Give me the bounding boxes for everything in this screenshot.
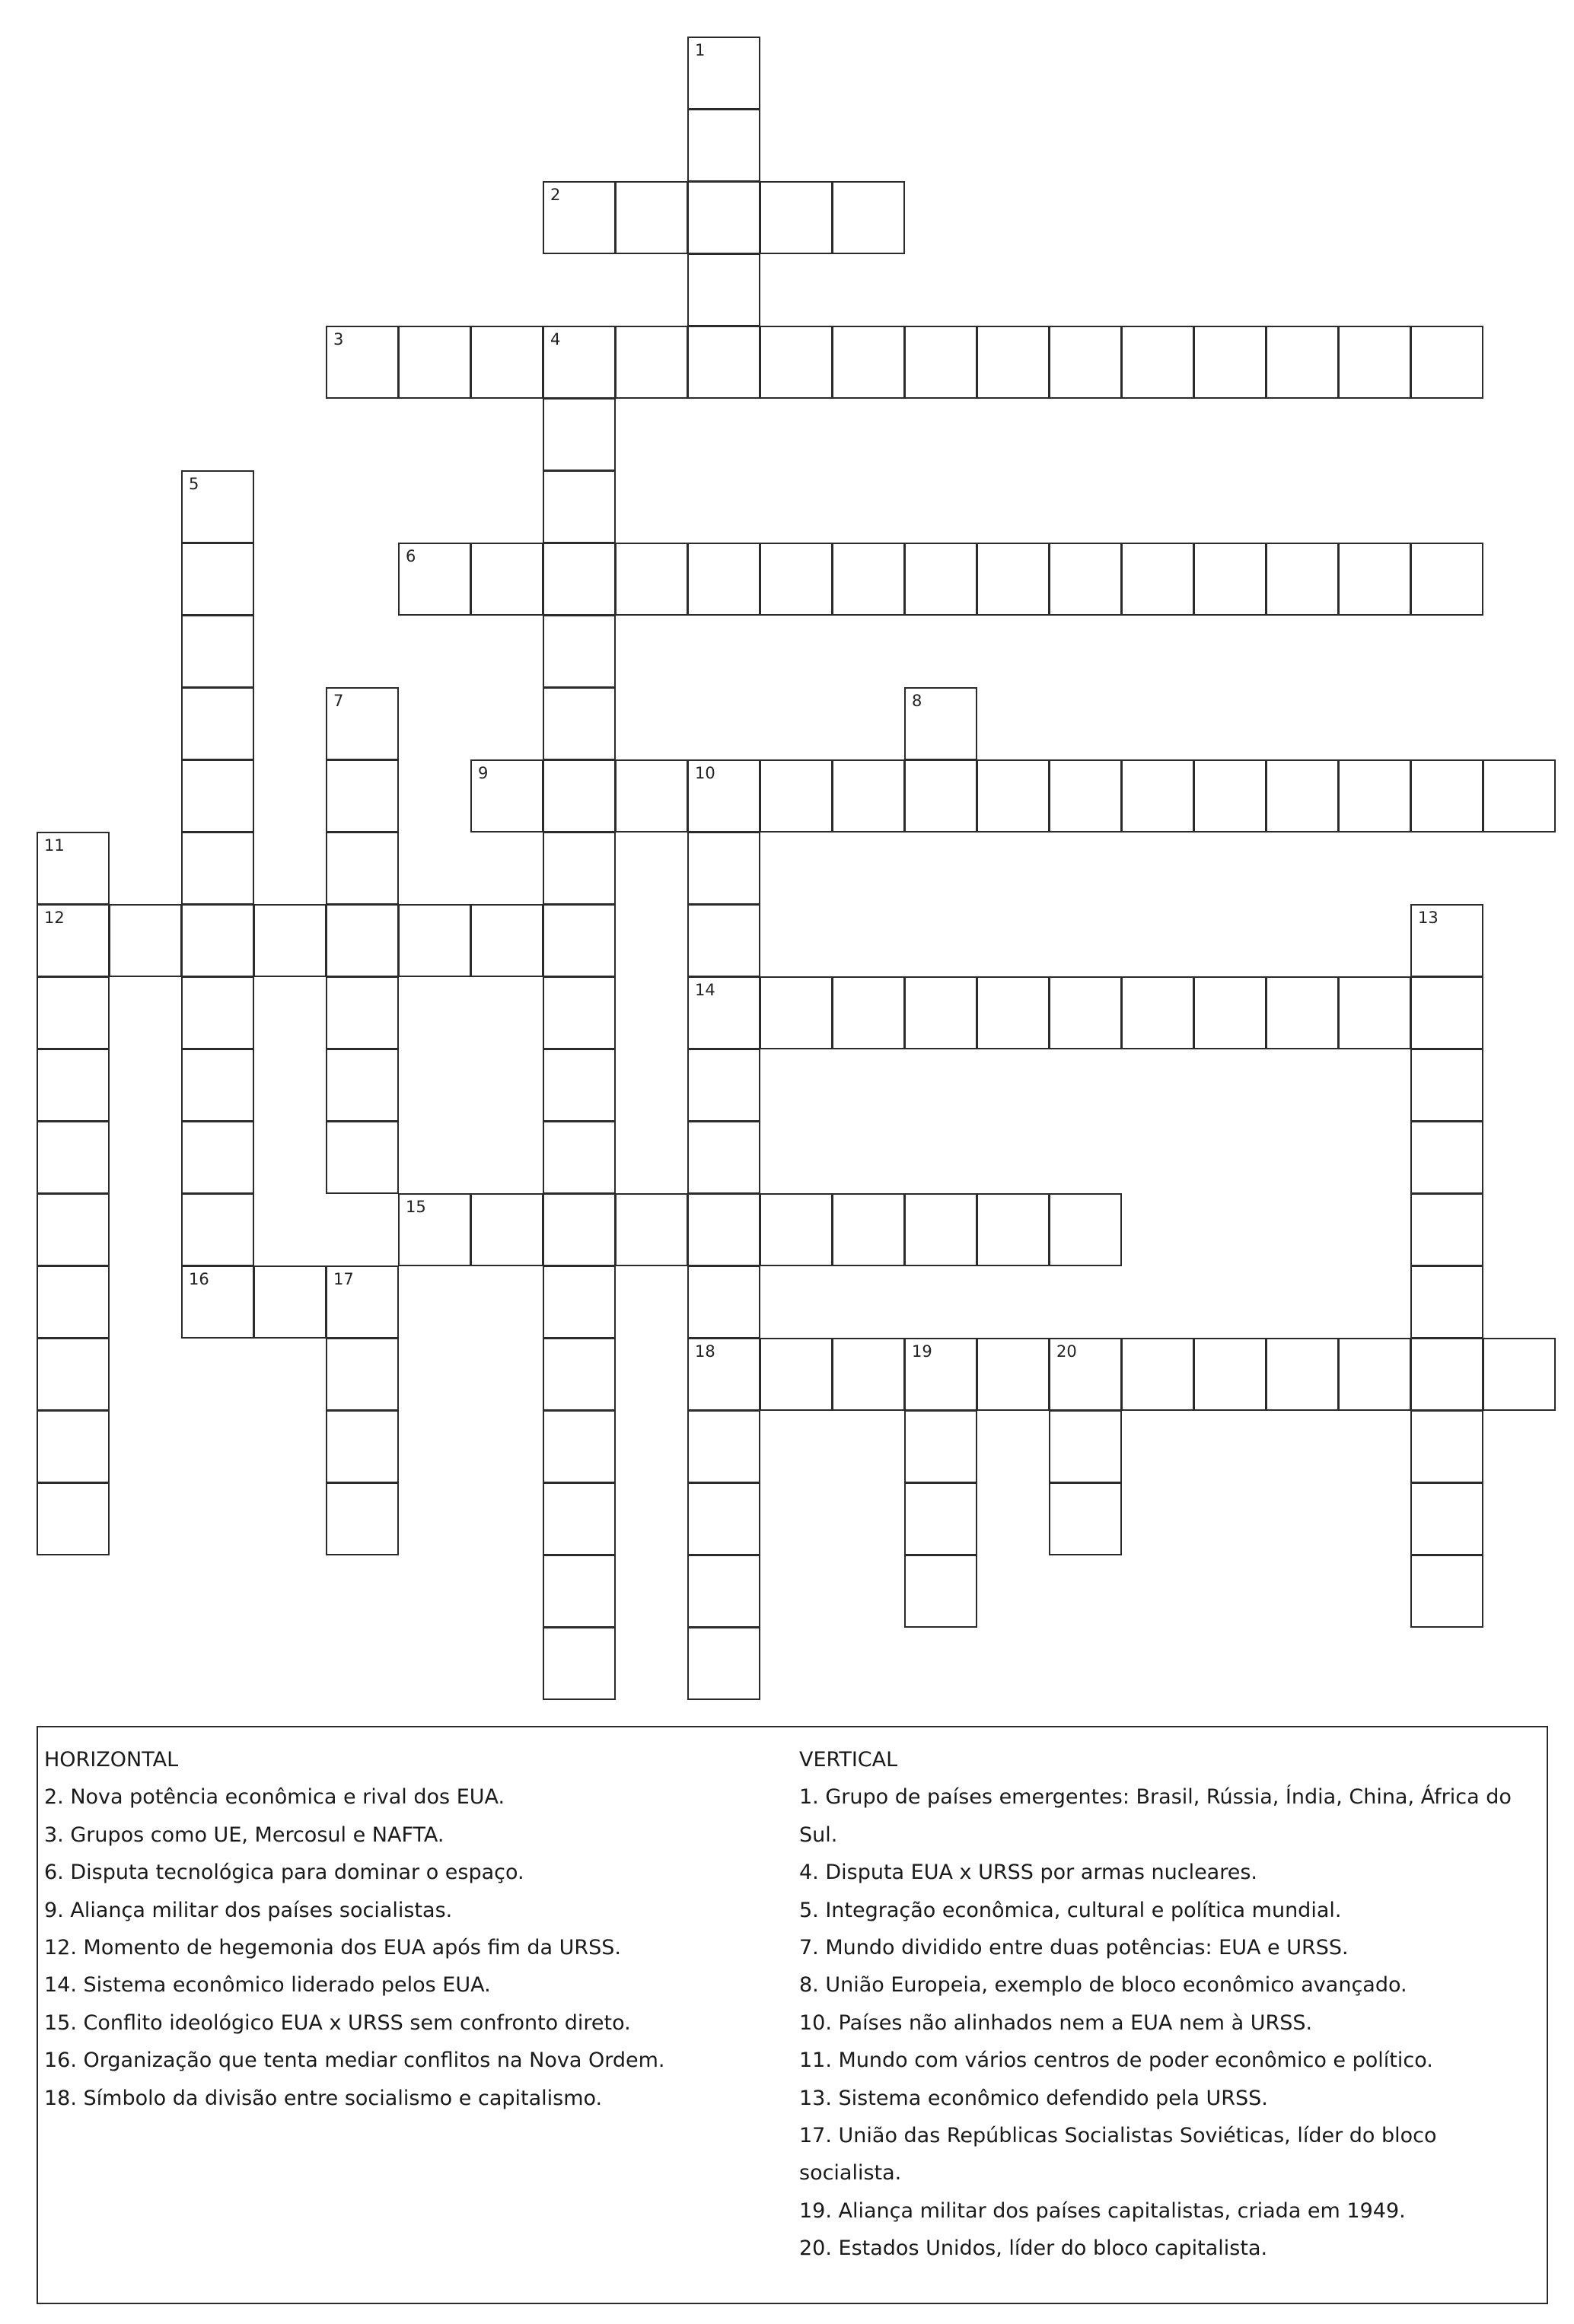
grid-cell[interactable]	[687, 109, 760, 182]
across-clue: 14. Sistema econômico liderado pelos EUA.	[44, 1973, 491, 1998]
grid-cell[interactable]	[615, 543, 688, 616]
clue-number: 19	[912, 1342, 932, 1361]
grid-cell[interactable]	[687, 253, 760, 326]
grid-cell[interactable]	[1410, 759, 1483, 833]
grid-cell[interactable]	[687, 1482, 760, 1555]
across-clue: 2. Nova potência econômica e rival dos EUA.	[44, 1785, 505, 1810]
clues-panel	[37, 1726, 1548, 2304]
grid-cell[interactable]	[615, 1193, 688, 1266]
grid-cell[interactable]	[326, 759, 399, 833]
grid-cell[interactable]	[1410, 904, 1483, 977]
clue-number: 10	[695, 764, 715, 782]
grid-cell[interactable]	[1049, 1482, 1122, 1555]
grid-cell[interactable]	[1121, 976, 1194, 1049]
grid-cell[interactable]	[1049, 976, 1122, 1049]
grid-cell[interactable]	[977, 326, 1050, 399]
grid-cell[interactable]	[832, 1193, 905, 1266]
grid-cell[interactable]	[543, 398, 616, 471]
across-clue: 18. Símbolo da divisão entre socialismo e capitalismo.	[44, 2086, 603, 2110]
grid-cell[interactable]	[1266, 976, 1339, 1049]
grid-cell[interactable]	[1410, 1555, 1483, 1628]
down-clue: 5. Integração econômica, cultural e política mundial.	[799, 1898, 1342, 1922]
grid-cell[interactable]	[1410, 543, 1483, 616]
grid-cell[interactable]	[398, 543, 471, 616]
grid-cell[interactable]	[326, 1410, 399, 1483]
grid-cell[interactable]	[760, 1338, 833, 1411]
grid-cell[interactable]	[109, 904, 182, 977]
down-clue: 1. Grupo de países emergentes: Brasil, Rússia, Índia, China, África do Sul.	[799, 1785, 1512, 1847]
grid-cell[interactable]	[543, 326, 616, 399]
down-clue: 11. Mundo com vários centros de poder econômico e político.	[799, 2049, 1433, 2073]
grid-cell[interactable]	[37, 1410, 110, 1483]
clue-number: 1	[695, 41, 706, 59]
grid-cell[interactable]	[181, 1265, 254, 1339]
grid-cell[interactable]	[181, 615, 254, 688]
across-clue: 15. Conflito ideológico EUA x URSS sem confronto direto.	[44, 2010, 631, 2035]
grid-cell[interactable]	[1193, 326, 1267, 399]
down-clue: 19. Aliança militar dos países capitalistas, criada em 1949.	[799, 2198, 1406, 2223]
grid-cell[interactable]	[1121, 1338, 1194, 1411]
down-clues-column	[799, 1741, 1537, 2268]
grid-cell[interactable]	[687, 181, 760, 254]
grid-cell[interactable]	[326, 687, 399, 760]
down-clue: 17. União das Repúblicas Socialistas Soviéticas, líder do bloco socialista.	[799, 2124, 1437, 2186]
clue-number: 15	[406, 1198, 426, 1216]
grid-cell[interactable]	[1410, 1121, 1483, 1194]
grid-cell[interactable]	[1338, 326, 1411, 399]
grid-cell[interactable]	[687, 904, 760, 977]
grid-cell[interactable]	[181, 759, 254, 833]
clue-number: 2	[550, 186, 561, 204]
grid-cell[interactable]	[37, 976, 110, 1049]
clue-number: 3	[333, 330, 344, 349]
grid-cell[interactable]	[543, 181, 616, 254]
grid-cell[interactable]	[543, 615, 616, 688]
grid-cell[interactable]	[687, 1193, 760, 1266]
grid-cell[interactable]	[687, 759, 760, 833]
grid-cell[interactable]	[1049, 326, 1122, 399]
down-clue: 8. União Europeia, exemplo de bloco econômico avançado.	[799, 1973, 1407, 1998]
grid-cell[interactable]	[832, 181, 905, 254]
grid-cell[interactable]	[543, 904, 616, 977]
clue-number: 16	[189, 1270, 209, 1288]
grid-cell[interactable]	[1483, 759, 1556, 833]
grid-cell[interactable]	[543, 1482, 616, 1555]
grid-cell[interactable]	[1410, 1482, 1483, 1555]
grid-cell[interactable]	[904, 1482, 977, 1555]
grid-cell[interactable]	[181, 904, 254, 977]
grid-cell[interactable]	[398, 326, 471, 399]
grid-cell[interactable]	[1338, 1338, 1411, 1411]
grid-cell[interactable]	[760, 543, 833, 616]
grid-cell[interactable]	[760, 976, 833, 1049]
clue-number: 11	[44, 836, 65, 855]
across-clue: 9. Aliança militar dos países socialistas.	[44, 1898, 453, 1922]
grid-cell[interactable]	[543, 687, 616, 760]
grid-cell[interactable]	[1193, 543, 1267, 616]
grid-cell[interactable]	[1049, 759, 1122, 833]
grid-cell[interactable]	[832, 326, 905, 399]
grid-cell[interactable]	[1338, 759, 1411, 833]
grid-cell[interactable]	[37, 1338, 110, 1411]
grid-cell[interactable]	[1410, 1338, 1483, 1411]
across-clues-column	[44, 1741, 790, 2117]
clue-number: 20	[1056, 1342, 1077, 1361]
grid-cell[interactable]	[543, 1121, 616, 1194]
grid-cell[interactable]	[1193, 976, 1267, 1049]
clue-number: 6	[406, 547, 416, 565]
grid-cell[interactable]	[687, 1049, 760, 1122]
grid-cell[interactable]	[543, 1338, 616, 1411]
grid-cell[interactable]	[37, 1121, 110, 1194]
clue-number: 12	[44, 909, 65, 927]
grid-cell[interactable]	[1483, 1338, 1556, 1411]
grid-cell[interactable]	[543, 1555, 616, 1628]
grid-cell[interactable]	[543, 759, 616, 833]
grid-cell[interactable]	[1338, 976, 1411, 1049]
down-clue: 7. Mundo dividido entre duas potências: EUA e URSS.	[799, 1936, 1349, 1960]
grid-cell[interactable]	[760, 759, 833, 833]
grid-cell[interactable]	[1121, 543, 1194, 616]
grid-cell[interactable]	[687, 832, 760, 905]
grid-cell[interactable]	[543, 1193, 616, 1266]
across-clue: 6. Disputa tecnológica para dominar o espaço.	[44, 1861, 524, 1885]
clue-number: 14	[695, 981, 715, 999]
grid-cell[interactable]	[832, 543, 905, 616]
grid-cell[interactable]	[760, 326, 833, 399]
clue-number: 5	[189, 475, 199, 493]
grid-cell[interactable]	[1266, 1338, 1339, 1411]
grid-cell[interactable]	[1410, 1049, 1483, 1122]
grid-cell[interactable]	[37, 832, 110, 905]
grid-cell[interactable]	[181, 543, 254, 616]
grid-cell[interactable]	[832, 976, 905, 1049]
grid-cell[interactable]	[687, 1627, 760, 1700]
grid-cell[interactable]	[904, 1193, 977, 1266]
grid-cell[interactable]	[1121, 759, 1194, 833]
grid-cell[interactable]	[1049, 1193, 1122, 1266]
grid-cell[interactable]	[687, 1338, 760, 1411]
grid-cell[interactable]	[470, 1193, 543, 1266]
clue-number: 4	[550, 330, 561, 349]
grid-cell[interactable]	[253, 904, 327, 977]
grid-cell[interactable]	[543, 470, 616, 543]
clue-number: 9	[478, 764, 489, 782]
grid-cell[interactable]	[326, 904, 399, 977]
grid-cell[interactable]	[543, 1627, 616, 1700]
grid-cell[interactable]	[1266, 759, 1339, 833]
grid-cell[interactable]	[470, 904, 543, 977]
grid-cell[interactable]	[615, 759, 688, 833]
grid-cell[interactable]	[760, 1193, 833, 1266]
grid-cell[interactable]	[181, 1049, 254, 1122]
grid-cell[interactable]	[1121, 326, 1194, 399]
grid-cell[interactable]	[543, 1049, 616, 1122]
across-clue: 3. Grupos como UE, Mercosul e NAFTA.	[44, 1823, 444, 1847]
grid-cell[interactable]	[1410, 1193, 1483, 1266]
grid-cell[interactable]	[1193, 759, 1267, 833]
grid-cell[interactable]	[615, 181, 688, 254]
grid-cell[interactable]	[37, 1193, 110, 1266]
grid-cell[interactable]	[1049, 1338, 1122, 1411]
grid-cell[interactable]	[760, 181, 833, 254]
grid-cell[interactable]	[326, 1121, 399, 1194]
down-clue: 20. Estados Unidos, líder do bloco capitalista.	[799, 2236, 1268, 2261]
grid-cell[interactable]	[977, 543, 1050, 616]
clue-number: 17	[333, 1270, 354, 1288]
grid-cell[interactable]	[904, 326, 977, 399]
grid-cell[interactable]	[1410, 326, 1483, 399]
grid-cell[interactable]	[1193, 1338, 1267, 1411]
grid-cell[interactable]	[977, 976, 1050, 1049]
grid-cell[interactable]	[181, 976, 254, 1049]
grid-cell[interactable]	[543, 1265, 616, 1339]
grid-cell[interactable]	[687, 326, 760, 399]
grid-cell[interactable]	[326, 1338, 399, 1411]
grid-cell[interactable]	[904, 1338, 977, 1411]
grid-cell[interactable]	[687, 1265, 760, 1339]
grid-cell[interactable]	[543, 976, 616, 1049]
grid-cell[interactable]	[687, 1555, 760, 1628]
grid-cell[interactable]	[326, 1482, 399, 1555]
clue-number: 13	[1418, 909, 1439, 927]
grid-cell[interactable]	[615, 326, 688, 399]
grid-cell[interactable]	[543, 832, 616, 905]
clue-number: 7	[333, 692, 344, 710]
grid-cell[interactable]	[687, 1410, 760, 1483]
grid-cell[interactable]	[832, 759, 905, 833]
grid-cell[interactable]	[1266, 326, 1339, 399]
grid-cell[interactable]	[543, 1410, 616, 1483]
grid-cell[interactable]	[326, 832, 399, 905]
grid-cell[interactable]	[687, 37, 760, 110]
grid-cell[interactable]	[687, 1121, 760, 1194]
grid-cell[interactable]	[1049, 543, 1122, 616]
grid-cell[interactable]	[398, 1193, 471, 1266]
across-clue: 12. Momento de hegemonia dos EUA após fim da URSS.	[44, 1936, 621, 1960]
down-clue: 4. Disputa EUA x URSS por armas nucleares.	[799, 1861, 1257, 1885]
across-clue: 16. Organização que tenta mediar conflitos na Nova Ordem.	[44, 2049, 665, 2073]
grid-cell[interactable]	[37, 1049, 110, 1122]
grid-cell[interactable]	[181, 1121, 254, 1194]
grid-cell[interactable]	[1410, 976, 1483, 1049]
grid-cell[interactable]	[470, 759, 543, 833]
grid-cell[interactable]	[181, 687, 254, 760]
grid-cell[interactable]	[543, 543, 616, 616]
grid-cell[interactable]	[37, 1265, 110, 1339]
grid-cell[interactable]	[904, 976, 977, 1049]
grid-cell[interactable]	[1338, 543, 1411, 616]
grid-cell[interactable]	[904, 1555, 977, 1628]
grid-cell[interactable]	[904, 687, 977, 760]
down-heading: VERTICAL	[799, 1748, 898, 1772]
grid-cell[interactable]	[37, 1482, 110, 1555]
clue-number: 18	[695, 1342, 715, 1361]
grid-cell[interactable]	[37, 904, 110, 977]
clue-number: 8	[912, 692, 922, 710]
grid-cell[interactable]	[1410, 1410, 1483, 1483]
grid-cell[interactable]	[1266, 543, 1339, 616]
grid-cell[interactable]	[977, 1193, 1050, 1266]
grid-cell[interactable]	[1410, 1265, 1483, 1339]
grid-cell[interactable]	[398, 904, 471, 977]
grid-cell[interactable]	[181, 1193, 254, 1266]
grid-cell[interactable]	[326, 326, 399, 399]
grid-cell[interactable]	[326, 1265, 399, 1339]
grid-cell[interactable]	[977, 759, 1050, 833]
grid-cell[interactable]	[832, 1338, 905, 1411]
grid-cell[interactable]	[181, 832, 254, 905]
grid-cell[interactable]	[326, 976, 399, 1049]
down-clue: 13. Sistema econômico defendido pela URSS.	[799, 2086, 1268, 2110]
grid-cell[interactable]	[253, 1265, 327, 1339]
grid-cell[interactable]	[470, 543, 543, 616]
grid-cell[interactable]	[687, 543, 760, 616]
grid-cell[interactable]	[977, 1338, 1050, 1411]
grid-cell[interactable]	[904, 1410, 977, 1483]
grid-cell[interactable]	[470, 326, 543, 399]
grid-cell[interactable]	[687, 976, 760, 1049]
grid-cell[interactable]	[904, 759, 977, 833]
grid-cell[interactable]	[181, 470, 254, 543]
grid-cell[interactable]	[904, 543, 977, 616]
down-clue: 10. Países não alinhados nem a EUA nem à URSS.	[799, 2010, 1313, 2035]
across-heading: HORIZONTAL	[44, 1748, 179, 1772]
grid-cell[interactable]	[1049, 1410, 1122, 1483]
grid-cell[interactable]	[326, 1049, 399, 1122]
